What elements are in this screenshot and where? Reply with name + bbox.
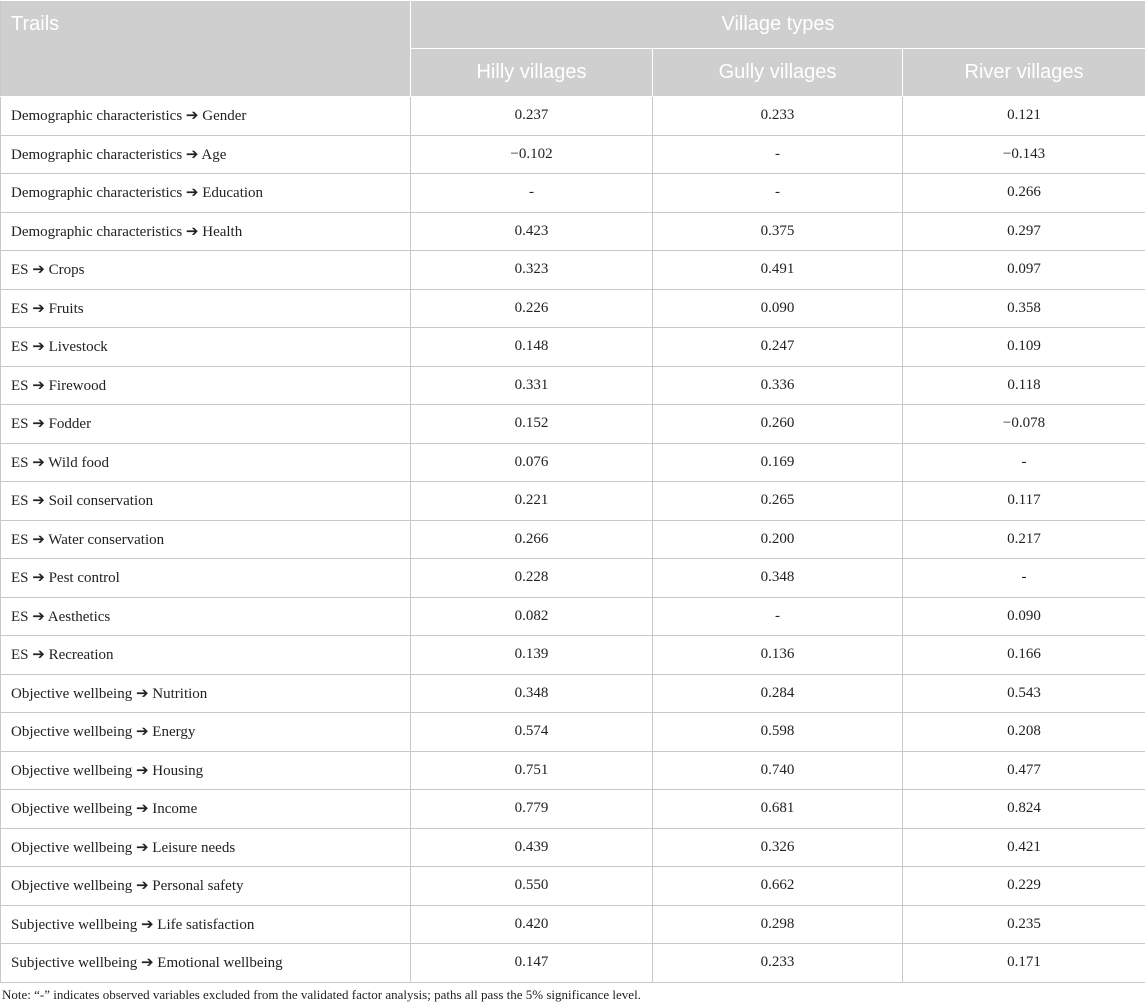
river-value-cell: 0.266 — [903, 174, 1145, 213]
gully-villages-header: Gully villages — [653, 49, 903, 97]
hilly-value-cell: 0.152 — [411, 405, 653, 444]
hilly-value-cell: 0.420 — [411, 905, 653, 944]
gully-value-cell: 0.662 — [653, 867, 903, 906]
river-villages-header: River villages — [903, 49, 1145, 97]
hilly-value-cell: 0.779 — [411, 790, 653, 829]
river-value-cell: 0.543 — [903, 674, 1145, 713]
path-label: Subjective wellbeing ➔ Life satisfaction — [1, 905, 411, 944]
hilly-value-cell: 0.323 — [411, 251, 653, 290]
path-label: ES ➔ Fodder — [1, 405, 411, 444]
river-value-cell: 0.824 — [903, 790, 1145, 829]
table-row — [1, 944, 1145, 983]
table-row — [1, 174, 1145, 213]
path-label: Objective wellbeing ➔ Energy — [1, 713, 411, 752]
table-row — [1, 328, 1145, 367]
hilly-value-cell: 0.266 — [411, 520, 653, 559]
gully-value-cell: 0.233 — [653, 97, 903, 136]
gully-value-cell: - — [653, 135, 903, 174]
hilly-value-cell: 0.147 — [411, 944, 653, 983]
hilly-value-cell: 0.228 — [411, 559, 653, 598]
table-row — [1, 405, 1145, 444]
path-label: ES ➔ Firewood — [1, 366, 411, 405]
table-row — [1, 828, 1145, 867]
table-row — [1, 289, 1145, 328]
gully-value-cell: 0.200 — [653, 520, 903, 559]
hilly-value-cell: −0.102 — [411, 135, 653, 174]
table-row — [1, 135, 1145, 174]
path-label: Objective wellbeing ➔ Nutrition — [1, 674, 411, 713]
table-row — [1, 212, 1145, 251]
gully-value-cell: 0.247 — [653, 328, 903, 367]
gully-value-cell: 0.233 — [653, 944, 903, 983]
table-row — [1, 520, 1145, 559]
river-value-cell: 0.217 — [903, 520, 1145, 559]
table-row — [1, 905, 1145, 944]
gully-value-cell: 0.090 — [653, 289, 903, 328]
hilly-value-cell: 0.226 — [411, 289, 653, 328]
path-label: Objective wellbeing ➔ Income — [1, 790, 411, 829]
hilly-villages-header: Hilly villages — [411, 49, 653, 97]
hilly-value-cell: 0.348 — [411, 674, 653, 713]
table-body — [1, 97, 1145, 983]
river-value-cell: 0.097 — [903, 251, 1145, 290]
river-value-cell: 0.121 — [903, 97, 1145, 136]
hilly-value-cell: 0.550 — [411, 867, 653, 906]
table-row — [1, 443, 1145, 482]
river-value-cell: - — [903, 443, 1145, 482]
river-value-cell: 0.171 — [903, 944, 1145, 983]
path-label: ES ➔ Pest control — [1, 559, 411, 598]
river-value-cell: - — [903, 559, 1145, 598]
river-value-cell: 0.358 — [903, 289, 1145, 328]
path-label: ES ➔ Water conservation — [1, 520, 411, 559]
table-row — [1, 790, 1145, 829]
village-types-header: Village types — [411, 1, 1145, 49]
gully-value-cell: 0.136 — [653, 636, 903, 675]
gully-value-cell: 0.298 — [653, 905, 903, 944]
river-value-cell: 0.297 — [903, 212, 1145, 251]
path-label: Subjective wellbeing ➔ Emotional wellbeing — [1, 944, 411, 983]
gully-value-cell: 0.740 — [653, 751, 903, 790]
path-label: Objective wellbeing ➔ Personal safety — [1, 867, 411, 906]
gully-value-cell: - — [653, 174, 903, 213]
table-row — [1, 597, 1145, 636]
path-label: Demographic characteristics ➔ Health — [1, 212, 411, 251]
gully-value-cell: 0.326 — [653, 828, 903, 867]
path-label: Demographic characteristics ➔ Education — [1, 174, 411, 213]
table-row — [1, 97, 1145, 136]
hilly-value-cell: 0.237 — [411, 97, 653, 136]
path-label: Objective wellbeing ➔ Housing — [1, 751, 411, 790]
table-note: Note: “-” indicates observed variables excluded from the validated factor analysis; paths all pass the 5% significance level. — [2, 987, 641, 1002]
table-row — [1, 559, 1145, 598]
path-label: Demographic characteristics ➔ Age — [1, 135, 411, 174]
hilly-value-cell: - — [411, 174, 653, 213]
path-label: ES ➔ Crops — [1, 251, 411, 290]
gully-value-cell: 0.375 — [653, 212, 903, 251]
path-label: Objective wellbeing ➔ Leisure needs — [1, 828, 411, 867]
river-value-cell: 0.118 — [903, 366, 1145, 405]
gully-value-cell: 0.491 — [653, 251, 903, 290]
gully-value-cell: 0.348 — [653, 559, 903, 598]
table-row — [1, 751, 1145, 790]
path-label: ES ➔ Soil conservation — [1, 482, 411, 521]
river-value-cell: −0.078 — [903, 405, 1145, 444]
table-row — [1, 366, 1145, 405]
hilly-value-cell: 0.221 — [411, 482, 653, 521]
table-row — [1, 867, 1145, 906]
path-label: ES ➔ Recreation — [1, 636, 411, 675]
river-value-cell: 0.090 — [903, 597, 1145, 636]
river-value-cell: 0.235 — [903, 905, 1145, 944]
gully-value-cell: 0.169 — [653, 443, 903, 482]
hilly-value-cell: 0.331 — [411, 366, 653, 405]
table-row — [1, 636, 1145, 675]
river-value-cell: 0.109 — [903, 328, 1145, 367]
trails-header: Trails — [1, 1, 411, 97]
gully-value-cell: 0.336 — [653, 366, 903, 405]
river-value-cell: 0.477 — [903, 751, 1145, 790]
table-row — [1, 251, 1145, 290]
path-label: ES ➔ Aesthetics — [1, 597, 411, 636]
hilly-value-cell: 0.423 — [411, 212, 653, 251]
hilly-value-cell: 0.574 — [411, 713, 653, 752]
path-label: ES ➔ Fruits — [1, 289, 411, 328]
table-row — [1, 674, 1145, 713]
gully-value-cell: 0.265 — [653, 482, 903, 521]
hilly-value-cell: 0.439 — [411, 828, 653, 867]
hilly-value-cell: 0.148 — [411, 328, 653, 367]
gully-value-cell: 0.681 — [653, 790, 903, 829]
hilly-value-cell: 0.076 — [411, 443, 653, 482]
river-value-cell: 0.229 — [903, 867, 1145, 906]
river-value-cell: 0.421 — [903, 828, 1145, 867]
path-label: ES ➔ Livestock — [1, 328, 411, 367]
gully-value-cell: - — [653, 597, 903, 636]
river-value-cell: −0.143 — [903, 135, 1145, 174]
table-row — [1, 713, 1145, 752]
hilly-value-cell: 0.139 — [411, 636, 653, 675]
path-label: Demographic characteristics ➔ Gender — [1, 97, 411, 136]
hilly-value-cell: 0.751 — [411, 751, 653, 790]
river-value-cell: 0.166 — [903, 636, 1145, 675]
path-label: ES ➔ Wild food — [1, 443, 411, 482]
gully-value-cell: 0.260 — [653, 405, 903, 444]
gully-value-cell: 0.284 — [653, 674, 903, 713]
table-header — [1, 1, 1145, 97]
river-value-cell: 0.117 — [903, 482, 1145, 521]
hilly-value-cell: 0.082 — [411, 597, 653, 636]
table-row — [1, 482, 1145, 521]
gully-value-cell: 0.598 — [653, 713, 903, 752]
river-value-cell: 0.208 — [903, 713, 1145, 752]
